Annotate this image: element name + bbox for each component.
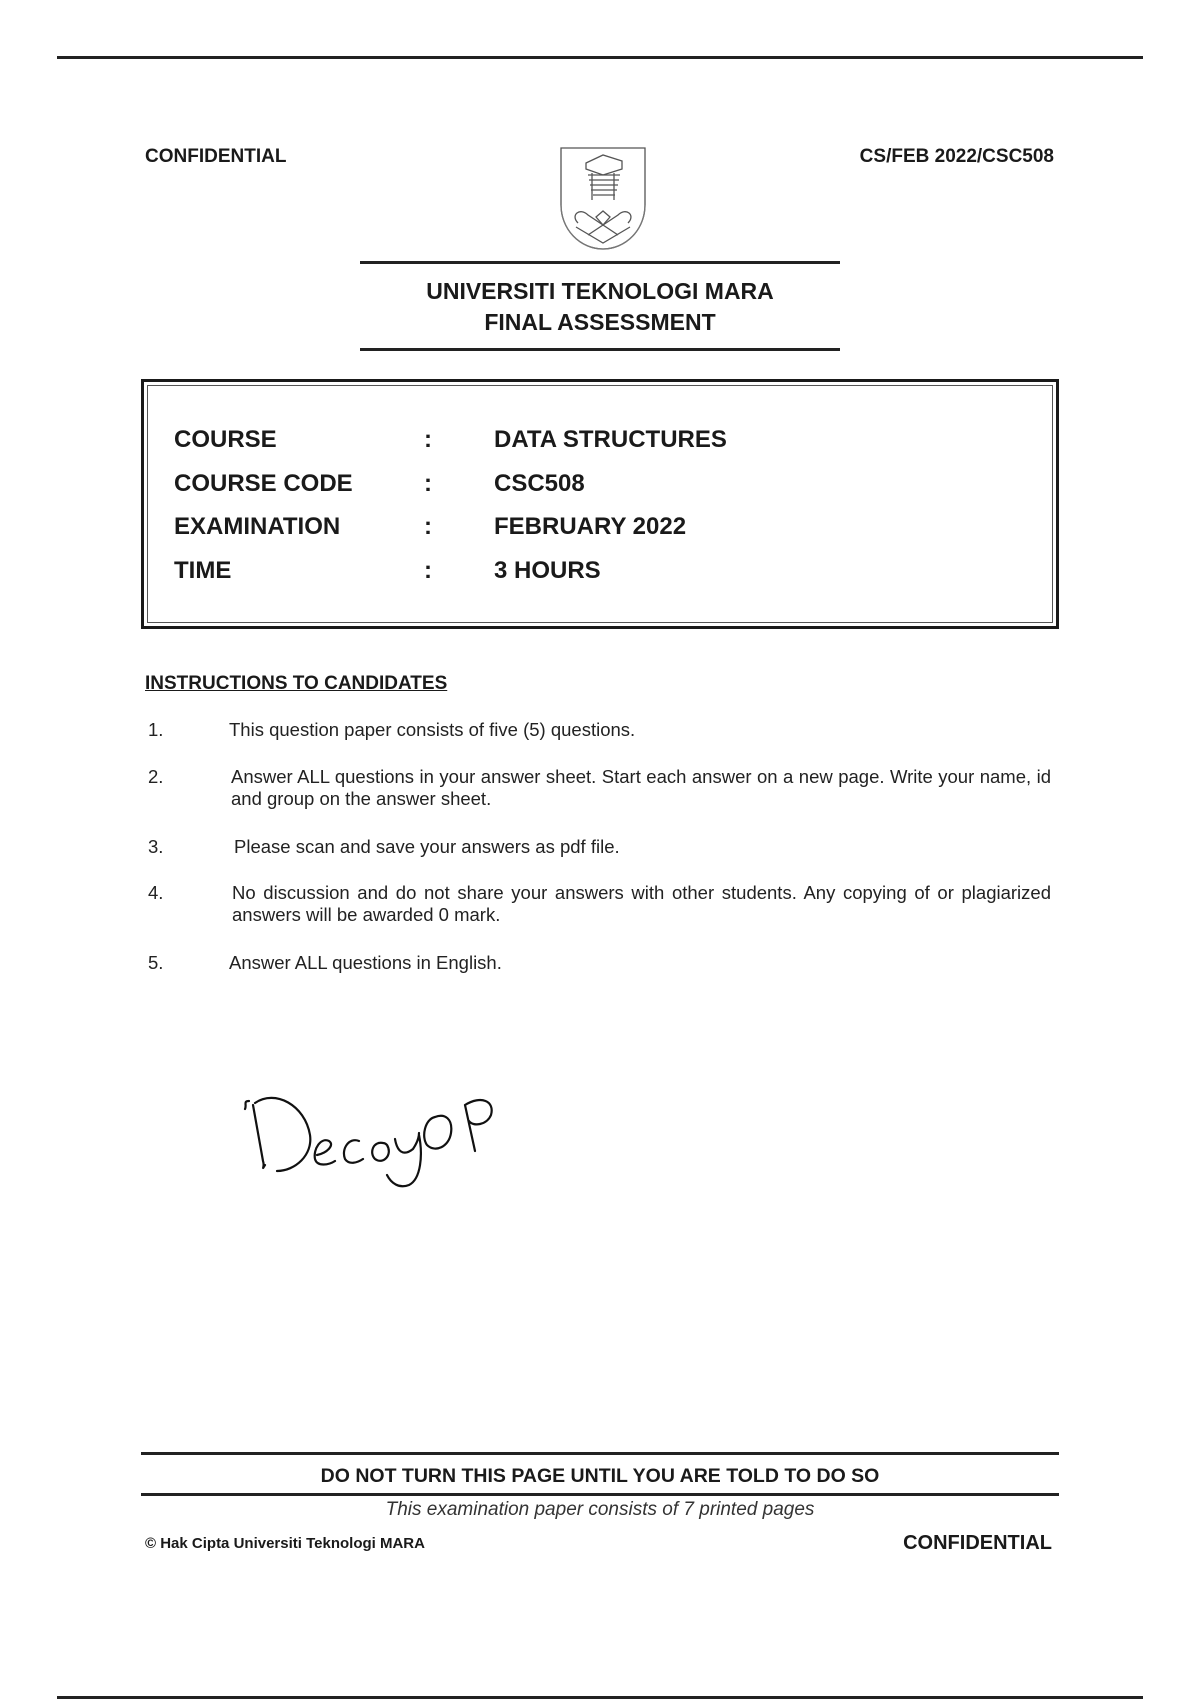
info-separator: :: [424, 513, 432, 540]
footer-bottom-rule: [141, 1493, 1059, 1496]
info-value: 3 HOURS: [494, 557, 601, 584]
course-info-box-inner-border: [147, 385, 1053, 623]
instruction-text: This question paper consists of five (5) questions.: [229, 719, 636, 740]
instruction-text: Answer ALL questions in English.: [229, 952, 502, 973]
footer-top-rule: [141, 1452, 1059, 1455]
university-crest-icon: [558, 145, 648, 253]
title-top-rule: [360, 261, 840, 264]
course-info-box: [141, 379, 1059, 629]
title-bottom-rule: [360, 348, 840, 351]
info-value: FEBRUARY 2022: [494, 513, 687, 540]
instruction-text: Please scan and save your answers as pdf file.: [234, 836, 620, 857]
footer-page-count: This examination paper consists of 7 printed pages: [385, 1499, 815, 1520]
instruction-number: 4.: [148, 882, 164, 903]
header-reference-code: CS/FEB 2022/CSC508: [859, 146, 1054, 167]
footer-copyright: © Hak Cipta Universiti Teknologi MARA: [145, 1535, 425, 1552]
instruction-text: Answer ALL questions in your answer sheet. Start each answer on a new page. Write your name, id and group on the answer sheet.: [231, 766, 1051, 809]
info-label: EXAMINATION: [174, 513, 341, 540]
instruction-number: 5.: [148, 952, 164, 973]
assessment-title: FINAL ASSESSMENT: [484, 309, 716, 335]
instruction-number: 3.: [148, 836, 164, 857]
title-block: [360, 276, 840, 338]
info-separator: :: [424, 557, 432, 584]
instructions-title: INSTRUCTIONS TO CANDIDATES: [145, 673, 448, 694]
instruction-number: 1.: [148, 719, 164, 740]
info-label: COURSE: [174, 426, 277, 453]
info-value: CSC508: [494, 470, 585, 497]
page-bottom-rule: [57, 1696, 1143, 1699]
footer-classification: CONFIDENTIAL: [903, 1532, 1052, 1554]
footer-warning: DO NOT TURN THIS PAGE UNTIL YOU ARE TOLD TO DO SO: [320, 1465, 880, 1487]
handwritten-signature: [235, 1075, 525, 1205]
instruction-number: 2.: [148, 766, 164, 787]
page-top-rule: [57, 56, 1143, 59]
university-name: UNIVERSITI TEKNOLOGI MARA: [426, 278, 774, 304]
info-value: DATA STRUCTURES: [494, 426, 727, 453]
info-label: TIME: [174, 557, 232, 584]
info-label: COURSE CODE: [174, 470, 353, 497]
instruction-text: No discussion and do not share your answers with other students. Any copying of or plagiarized answers will be awarded 0 mark.: [232, 882, 1051, 925]
info-separator: :: [424, 426, 432, 453]
info-separator: :: [424, 470, 432, 497]
header-classification: CONFIDENTIAL: [145, 146, 287, 167]
